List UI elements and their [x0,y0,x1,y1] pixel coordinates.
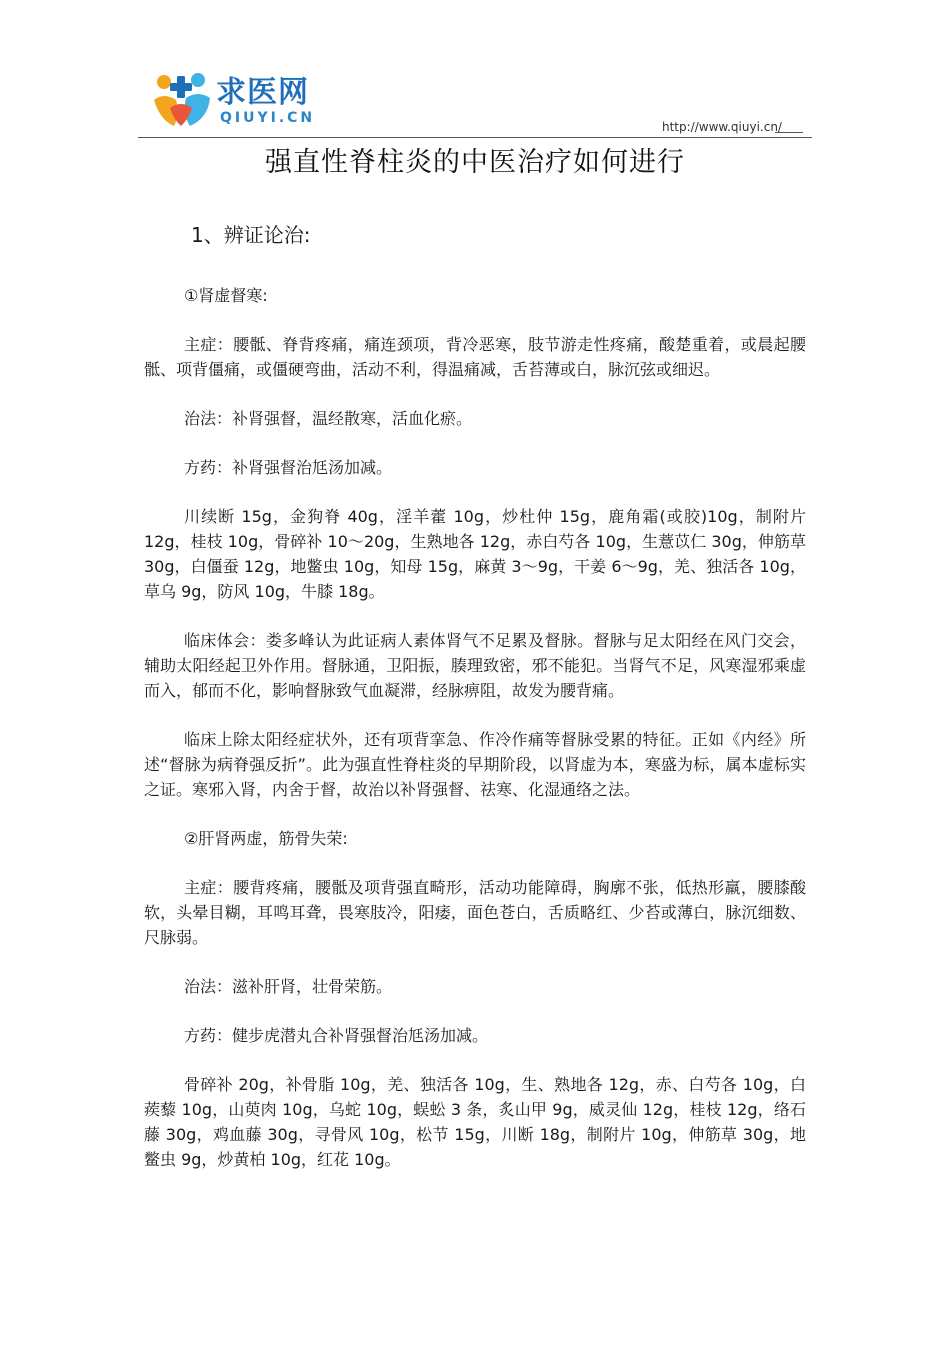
subheading-kidney-deficiency: ①肾虚督寒: [184,286,268,305]
header-divider [138,137,812,138]
paragraph-prescription: 方药：补肾强督治尪汤加减。 [184,458,393,477]
url-underline [775,132,803,133]
paragraph-herb-list: 川续断 15g，金狗脊 40g，淫羊藿 10g，炒杜仲 15g，鹿角霜(或胶)10g，制附片 12g，桂枝 10g，骨碎补 10～20g，生熟地各 12g，赤白芍各 10g，生薏苡仁 30g，伸筋草 30g，白僵蚕 12g，地鳖虫 10g，知母 15g，麻黄 3～9g，干姜 6～9g，羌、独活各 10g，草乌 9g，防风 10g，牛膝 18g。 [144,507,806,601]
paragraph-clinical-experience: 临床体会：娄多峰认为此证病人素体肾气不足累及督脉。督脉与足太阳经在风门交会，辅助太阳经起卫外作用。督脉通，卫阳振，腠理致密，邪不能犯。当肾气不足，风寒湿邪乘虚而入，郁而不化，影响督脉致气血凝滞，经脉痹阻，故发为腰背痛。 [144,631,806,700]
paragraph-prescription-2: 方药：健步虎潜丸合补肾强督治尪汤加减。 [184,1026,489,1045]
paragraph-herb-list-2: 骨碎补 20g，补骨脂 10g，羌、独活各 10g，生、熟地各 12g，赤、白芍各 10g，白蒺藜 10g，山萸肉 10g，乌蛇 10g，蜈蚣 3 条，炙山甲 9g，威灵仙 12g，桂枝 12g，络石藤 30g，鸡血藤 30g，寻骨风 10g，松节 15g，川断 18g，制附片 10g，伸筋草 30g，地鳖虫 9g，炒黄柏 10g，红花 10g。 [144,1075,806,1169]
section-heading: 1、辨证论治: [191,223,311,247]
paragraph-treatment-method-2: 治法：滋补肝肾，壮骨荣筋。 [184,977,393,996]
page-header [0,0,950,140]
paragraph-main-symptoms-2: 主症：腰背疼痛，腰骶及项背强直畸形，活动功能障碍，胸廓不张，低热形羸，腰膝酸软，头晕目糊，耳鸣耳聋，畏寒肢冷，阳痿，面色苍白，舌质略红、少苔或薄白，脉沉细数、尺脉弱。 [144,878,806,947]
logo-chinese-name: 求医网 [216,75,309,110]
subheading-liver-kidney-deficiency: ②肝肾两虚，筋骨失荣: [184,829,348,848]
article-body [144,220,806,1196]
article-title: 强直性脊柱炎的中医治疗如何进行 [265,147,685,178]
paragraph-treatment-method: 治法：补肾强督，温经散寒，活血化瘀。 [184,409,473,428]
qiuyi-logo[interactable] [150,70,320,132]
logo-mark-icon [150,70,214,130]
logo-english-name: QIUYI.CN [220,110,316,126]
paragraph-main-symptoms: 主症：腰骶、脊背疼痛，痛连颈项，背冷恶寒，肢节游走性疼痛，酸楚重着，或晨起腰骶、项背僵痛，或僵硬弯曲，活动不利，得温痛减，舌苔薄或白，脉沉弦或细迟。 [144,335,806,379]
site-url-link[interactable]: http://www.qiuyi.cn/ [662,120,782,134]
paragraph-clinical-notes: 临床上除太阳经症状外，还有项背挛急、作冷作痛等督脉受累的特征。正如《内经》所述“督脉为病脊强反折”。此为强直性脊柱炎的早期阶段，以肾虚为本，寒盛为标，属本虚标实之证。寒邪入肾，内舍于督，故治以补肾强督、祛寒、化湿通络之法。 [144,730,806,799]
